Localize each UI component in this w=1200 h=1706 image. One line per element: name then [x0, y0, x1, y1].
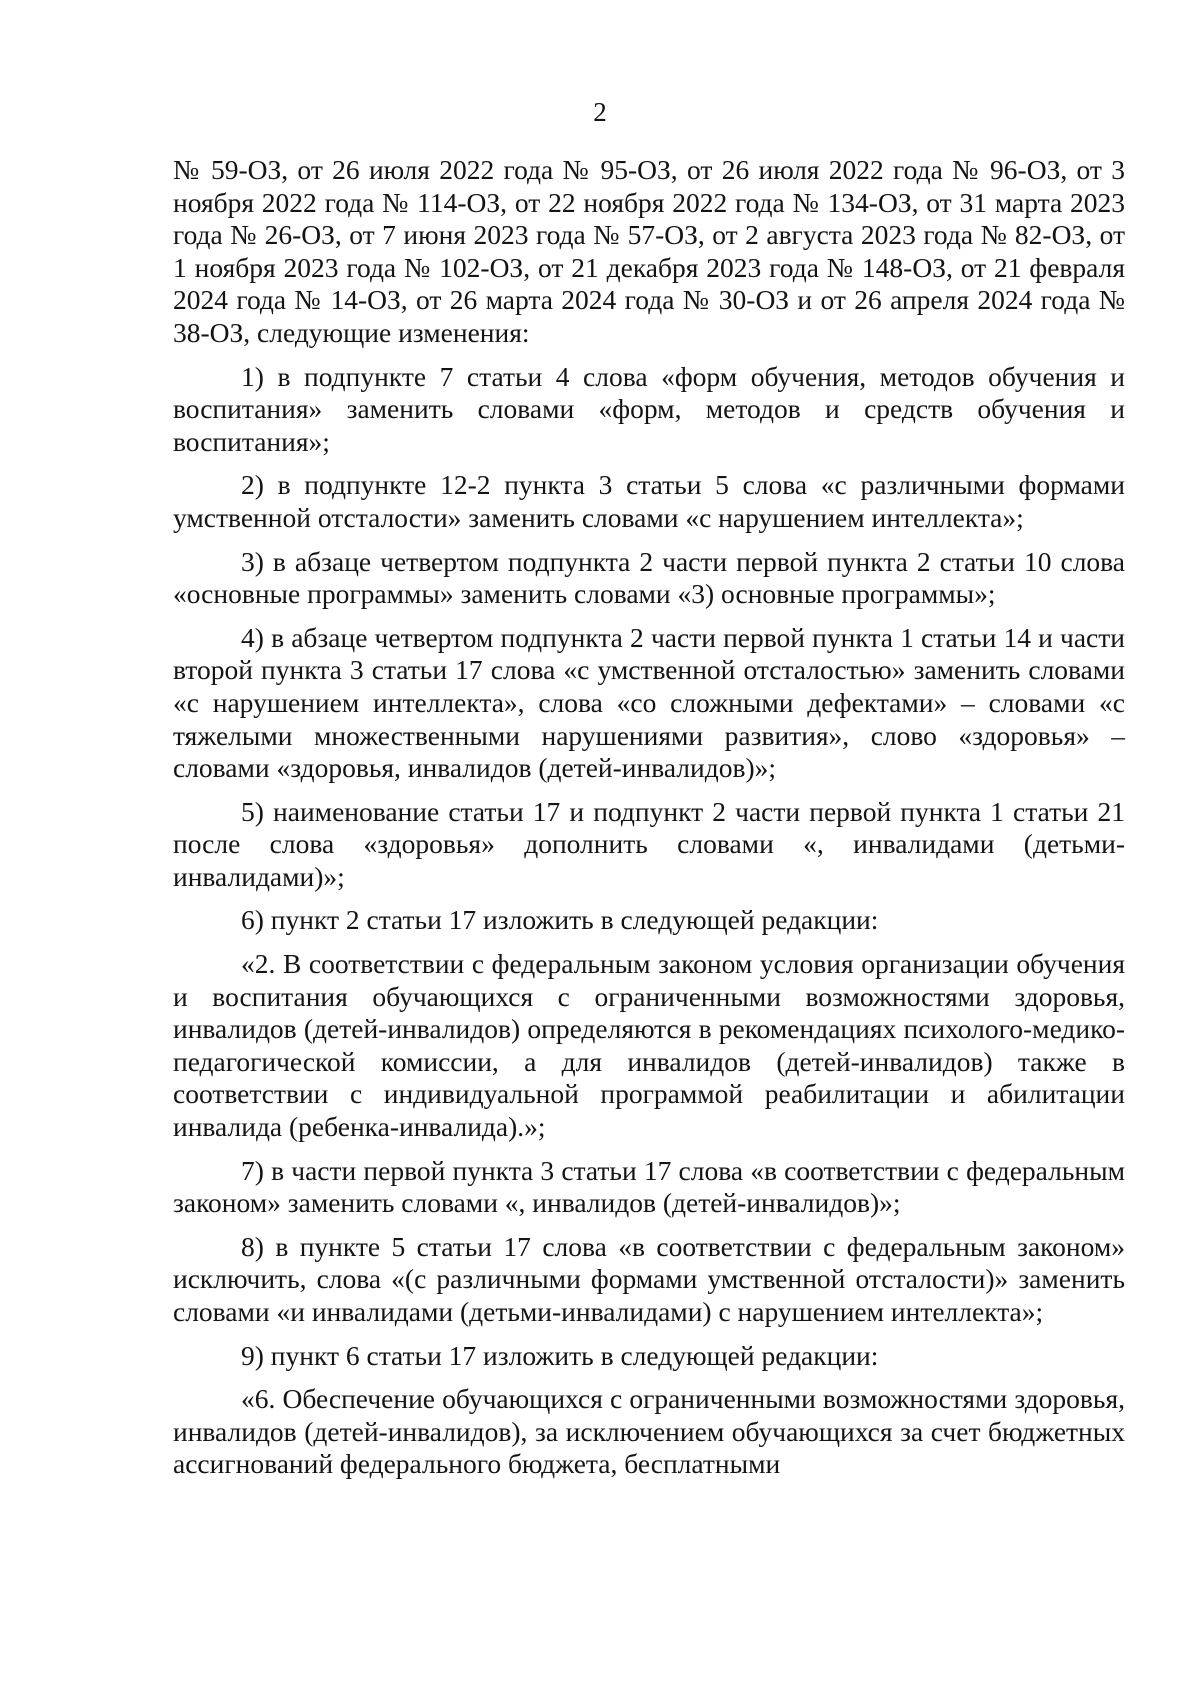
paragraph-item-8: 8) в пункте 5 статьи 17 слова «в соответствии с федеральным законом» исключить, слова «(с различными формами умственной отсталости)» заменить словами «и инвалидами (детьми-инвалидами) с нарушением интеллекта»; — [173, 1230, 1125, 1327]
document-body — [173, 154, 1125, 1492]
paragraph-item-7: 7) в части первой пункта 3 статьи 17 слова «в соответствии с федеральным законом» заменить словами «, инвалидов (детей-инвалидов)»; — [173, 1154, 1125, 1219]
paragraph-quoted-point-6: «6. Обеспечение обучающихся с ограниченными возможностями здоровья, инвалидов (детей-инвалидов), за исключением обучающихся за счет бюджетных ассигнований федерального бюджета, бесплатными — [173, 1383, 1125, 1480]
page-number: 2 — [593, 97, 607, 127]
paragraph-item-6: 6) пункт 2 статьи 17 изложить в следующей редакции: — [241, 904, 879, 936]
paragraph-quoted-point-2: «2. В соответствии с федеральным законом условия организации обучения и воспитания обучающихся с ограниченными возможностями здоровья, инвалидов (детей-инвалидов) определяются в рекомендациях психолого-медико-педагогической комиссии, а для инвалидов (детей-инвалидов) также в соответствии с индивидуальной программой реабилитации и абилитации инвалида (ребенка-инвалида).»; — [173, 948, 1125, 1143]
paragraph-item-1: 1) в подпункте 7 статьи 4 слова «форм обучения, методов обучения и воспитания» заменить словами «форм, методов и средств обучения и воспитания»; — [173, 360, 1125, 457]
paragraph-item-4: 4) в абзаце четвертом подпункта 2 части первой пункта 1 статьи 14 и части второй пункта 3 статьи 17 слова «с умственной отсталостью» заменить словами «с нарушением интеллекта», слова «со сложными дефектами» – словами «с тяжелыми множественными нарушениями развития», слово «здоровья» – словами «здоровья, инвалидов (детей-инвалидов)»; — [173, 621, 1125, 784]
paragraph-item-9: 9) пункт 6 статьи 17 изложить в следующей редакции: — [241, 1339, 879, 1371]
paragraph-item-2: 2) в подпункте 12-2 пункта 3 статьи 5 слова «с различными формами умственной отсталости» заменить словами «с нарушением интеллекта»; — [173, 469, 1125, 533]
paragraph-item-3: 3) в абзаце четвертом подпункта 2 части первой пункта 2 статьи 10 слова «основные программы» заменить словами «3) основные программы»; — [173, 545, 1125, 610]
paragraph-item-5: 5) наименование статьи 17 и подпункт 2 части первой пункта 1 статьи 21 после слова «здоровья» дополнить словами «, инвалидами (детьми-инвалидами)»; — [173, 795, 1125, 892]
paragraph-intro-continuation: № 59-ОЗ, от 26 июля 2022 года № 95-ОЗ, от 26 июля 2022 года № 96-ОЗ, от 3 ноября 2022 года № 114-ОЗ, от 22 ноября 2022 года № 134-ОЗ, от 31 марта 2023 года № 26-ОЗ, от 7 июня 2023 года № 57-ОЗ, от 2 августа 2023 года № 82-ОЗ, от 1 ноября 2023 года № 102-ОЗ, от 21 декабря 2023 года № 148-ОЗ, от 21 февраля 2024 года № 14-ОЗ, от 26 марта 2024 года № 30-ОЗ и от 26 апреля 2024 года № 38-ОЗ, следующие изменения: — [173, 154, 1125, 348]
